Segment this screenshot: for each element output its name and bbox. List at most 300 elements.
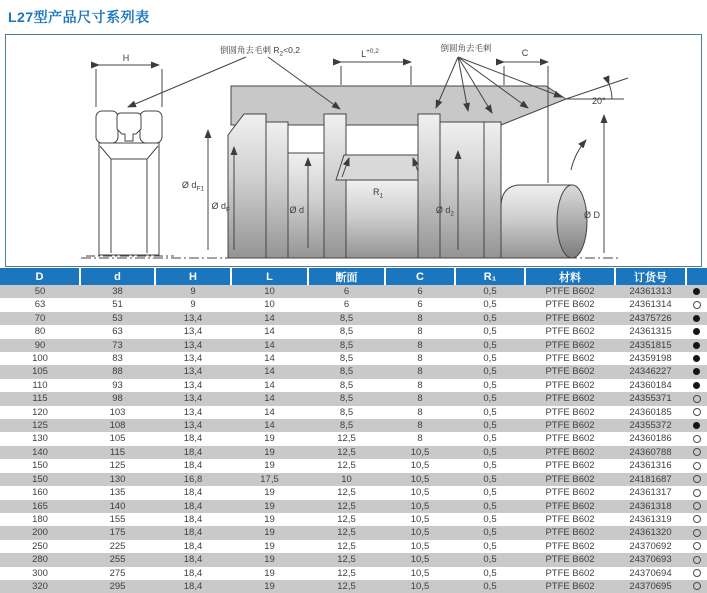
open-circle-icon — [693, 556, 701, 564]
table-cell: 19 — [264, 567, 275, 579]
table-cell: 18,4 — [183, 580, 203, 592]
table-cell: 24360186 — [629, 433, 672, 445]
table-cell: 108 — [109, 420, 126, 432]
table-cell: 0,5 — [483, 567, 497, 579]
availability-cell — [686, 580, 707, 593]
table-cell: 130 — [109, 473, 126, 485]
table-cell: 0,5 — [483, 473, 497, 485]
table-cell: PTFE B602 — [545, 446, 595, 458]
table-cell: 24370693 — [629, 554, 672, 566]
table-cell: 18,4 — [183, 527, 203, 539]
seal-cross-section-diagram — [6, 35, 701, 266]
column-header: H — [155, 268, 231, 285]
table-cell: 105 — [109, 433, 126, 445]
table-cell: 275 — [109, 567, 126, 579]
table-cell: 24370692 — [629, 540, 672, 552]
table-cell: 180 — [32, 513, 48, 525]
open-circle-icon — [693, 502, 701, 510]
open-circle-icon — [693, 582, 701, 590]
table-cell: 53 — [112, 312, 123, 324]
table-cell: 19 — [264, 580, 275, 592]
table-cell: 24375726 — [629, 312, 672, 324]
table-row — [0, 567, 707, 580]
availability-cell — [686, 419, 707, 432]
filled-circle-icon — [693, 342, 700, 349]
table-cell: PTFE B602 — [545, 420, 595, 432]
table-cell: 63 — [112, 326, 123, 338]
table-row — [0, 432, 707, 445]
table-cell: 300 — [32, 567, 48, 579]
table-row — [0, 339, 707, 352]
table-row — [0, 459, 707, 472]
table-cell: PTFE B602 — [545, 353, 595, 365]
table-cell: 13,4 — [183, 393, 203, 405]
availability-cell — [686, 379, 707, 392]
table-cell: 24361315 — [629, 326, 672, 338]
table-cell: 0,5 — [483, 446, 497, 458]
table-cell: 10,5 — [410, 527, 430, 539]
table-cell: 10,5 — [410, 567, 430, 579]
table-cell: 255 — [109, 554, 126, 566]
table-cell: PTFE B602 — [545, 406, 595, 418]
availability-cell — [686, 446, 707, 459]
table-cell: 98 — [112, 393, 123, 405]
table-cell: 13,4 — [183, 406, 203, 418]
table-cell: 155 — [109, 513, 126, 525]
table-cell: 12,5 — [337, 567, 356, 579]
open-circle-icon — [693, 515, 701, 523]
availability-cell — [686, 325, 707, 338]
table-cell: 24361313 — [629, 286, 672, 297]
dim-label-l: $L^{+0,2}$ — [361, 48, 379, 59]
column-header: D — [0, 268, 80, 285]
table-row — [0, 580, 707, 593]
table-cell: 24361314 — [629, 299, 672, 311]
table-cell: 18,4 — [183, 446, 203, 458]
open-circle-icon — [693, 569, 701, 577]
table-cell: 14 — [264, 406, 275, 418]
column-header: C — [385, 268, 455, 285]
table-cell: 14 — [264, 339, 275, 351]
table-cell: 0,5 — [483, 393, 497, 405]
angle-label: 20° — [592, 96, 606, 106]
table-cell: 105 — [32, 366, 48, 378]
table-cell: PTFE B602 — [545, 460, 595, 472]
page-title: L27型产品尺寸系列表 — [8, 9, 150, 25]
table-cell: 14 — [264, 312, 275, 324]
table-cell: 24360185 — [629, 406, 672, 418]
table-cell: 8,5 — [339, 420, 354, 432]
availability-cell — [686, 432, 707, 445]
open-circle-icon — [693, 448, 701, 456]
table-cell: 0,5 — [483, 500, 497, 512]
table-cell: 0,5 — [483, 487, 497, 499]
table-cell: 13,4 — [183, 366, 203, 378]
availability-cell — [686, 312, 707, 325]
table-cell: 135 — [109, 487, 126, 499]
table-cell: 140 — [32, 446, 48, 458]
filled-circle-icon — [693, 422, 700, 429]
table-cell: 12,5 — [337, 580, 356, 592]
deburr-left-label: 倒圆角去毛刺 $R_2<0,2$ — [220, 45, 300, 58]
table-cell: 8 — [417, 433, 423, 445]
table-cell: 320 — [32, 580, 48, 592]
table-row — [0, 325, 707, 338]
table-cell: 9 — [190, 299, 196, 311]
table-row — [0, 352, 707, 365]
table-cell: 10,5 — [410, 580, 430, 592]
table-cell: 13,4 — [183, 379, 203, 391]
table-cell: PTFE B602 — [545, 339, 595, 351]
table-cell: 8,5 — [339, 379, 354, 391]
table-cell: 120 — [32, 406, 48, 418]
availability-cell — [686, 567, 707, 580]
seal-profile-view — [32, 65, 174, 256]
table-cell: 0,5 — [483, 366, 497, 378]
table-cell: 0,5 — [483, 379, 497, 391]
column-header: d — [80, 268, 155, 285]
table-cell: 13,4 — [183, 420, 203, 432]
table-cell: 24359198 — [629, 353, 672, 365]
availability-cell — [686, 339, 707, 352]
table-cell: 0,5 — [483, 554, 497, 566]
table-cell: 24181687 — [629, 473, 672, 485]
table-cell: PTFE B602 — [545, 580, 595, 592]
table-cell: PTFE B602 — [545, 379, 595, 391]
table-cell: PTFE B602 — [545, 286, 595, 297]
table-header-row — [0, 268, 707, 285]
availability-cell — [686, 365, 707, 378]
table-cell: 8,5 — [339, 353, 354, 365]
open-circle-icon — [693, 435, 701, 443]
table-cell: 0,5 — [483, 339, 497, 351]
table-row — [0, 392, 707, 405]
availability-cell — [686, 352, 707, 365]
table-cell: 19 — [264, 540, 275, 552]
table-cell: 8,5 — [339, 312, 354, 324]
assembly-view — [81, 78, 628, 258]
table-row — [0, 406, 707, 419]
table-cell: 8,5 — [339, 366, 354, 378]
column-header: 断面 — [308, 268, 385, 285]
table-cell: 280 — [32, 554, 48, 566]
table-cell: PTFE B602 — [545, 527, 595, 539]
table-cell: 0,5 — [483, 299, 497, 311]
table-cell: 115 — [32, 393, 48, 405]
table-cell: 17,5 — [260, 473, 279, 485]
availability-cell — [686, 392, 707, 405]
table-cell: 18,4 — [183, 433, 203, 445]
table-cell: 18,4 — [183, 513, 203, 525]
table-cell: 0,5 — [483, 580, 497, 592]
table-cell: PTFE B602 — [545, 299, 595, 311]
table-cell: 8 — [417, 393, 423, 405]
table-cell: 0,5 — [483, 527, 497, 539]
table-cell: 24351815 — [629, 339, 672, 351]
open-circle-icon — [693, 301, 701, 309]
table-cell: 19 — [264, 554, 275, 566]
table-cell: 90 — [34, 339, 46, 351]
table-cell: 38 — [112, 286, 123, 297]
availability-cell — [686, 553, 707, 566]
table-cell: PTFE B602 — [545, 326, 595, 338]
table-cell: 93 — [112, 379, 123, 391]
table-row — [0, 513, 707, 526]
table-cell: 19 — [264, 500, 275, 512]
table-cell: 0,5 — [483, 513, 497, 525]
table-cell: 16,8 — [183, 473, 203, 485]
filled-circle-icon — [693, 288, 700, 295]
table-row — [0, 553, 707, 566]
table-row — [0, 473, 707, 486]
table-cell: 175 — [109, 527, 126, 539]
table-cell: 14 — [264, 353, 275, 365]
open-circle-icon — [693, 408, 701, 416]
table-cell: PTFE B602 — [545, 487, 595, 499]
table-cell: 10,5 — [410, 500, 430, 512]
table-cell: 24346227 — [629, 366, 672, 378]
table-cell: 0,5 — [483, 286, 497, 297]
table-cell: 19 — [264, 446, 275, 458]
table-cell: 12,5 — [337, 446, 356, 458]
table-cell: PTFE B602 — [545, 513, 595, 525]
table-cell: 24370694 — [629, 567, 672, 579]
table-cell: 8,5 — [339, 339, 354, 351]
table-cell: 160 — [32, 487, 48, 499]
table-cell: 140 — [109, 500, 126, 512]
table-cell: 19 — [264, 487, 275, 499]
table-cell: 8 — [417, 406, 423, 418]
availability-cell — [686, 459, 707, 472]
table-row — [0, 500, 707, 513]
dim-label-d2: Ø $d_2$ — [435, 205, 454, 218]
table-cell: 10,5 — [410, 487, 430, 499]
table-cell: 51 — [112, 299, 123, 311]
table-cell: 19 — [264, 513, 275, 525]
table-cell: 295 — [109, 580, 126, 592]
table-cell: 103 — [109, 406, 126, 418]
table-cell: 8 — [417, 312, 423, 324]
dimension-table-wrap — [0, 268, 707, 593]
availability-cell — [686, 473, 707, 486]
table-cell: 12,5 — [337, 487, 356, 499]
table-cell: 18,4 — [183, 540, 203, 552]
table-cell: 24361319 — [629, 513, 672, 525]
table-cell: 100 — [32, 353, 48, 365]
table-cell: 18,4 — [183, 567, 203, 579]
table-cell: 10 — [264, 286, 275, 297]
table-cell: 24360788 — [629, 446, 672, 458]
table-cell: 130 — [32, 433, 48, 445]
availability-cell — [686, 540, 707, 553]
table-cell: 14 — [264, 420, 275, 432]
table-cell: PTFE B602 — [545, 393, 595, 405]
table-row — [0, 419, 707, 432]
table-cell: 6 — [417, 286, 423, 297]
table-cell: 250 — [32, 540, 48, 552]
table-cell: 9 — [190, 286, 196, 297]
table-cell: 12,5 — [337, 554, 356, 566]
table-cell: 8 — [417, 326, 423, 338]
table-cell: 18,4 — [183, 500, 203, 512]
table-cell: 0,5 — [483, 420, 497, 432]
deburr-right-label: 倒圆角去毛刺 — [440, 43, 492, 53]
table-cell: 83 — [112, 353, 123, 365]
availability-cell — [686, 285, 707, 298]
table-cell: 115 — [109, 446, 126, 458]
availability-cell — [686, 486, 707, 499]
table-cell: 12,5 — [337, 540, 356, 552]
table-cell: 19 — [264, 527, 275, 539]
table-cell: PTFE B602 — [545, 540, 595, 552]
column-header: L — [231, 268, 308, 285]
availability-cell — [686, 513, 707, 526]
table-cell: 0,5 — [483, 460, 497, 472]
table-cell: 12,5 — [337, 500, 356, 512]
filled-circle-icon — [693, 328, 700, 335]
table-cell: PTFE B602 — [545, 567, 595, 579]
table-cell: 165 — [32, 500, 48, 512]
table-cell: 10,5 — [410, 473, 430, 485]
table-cell: 19 — [264, 460, 275, 472]
table-cell: PTFE B602 — [545, 500, 595, 512]
table-cell: 18,4 — [183, 487, 203, 499]
table-cell: 12,5 — [337, 527, 356, 539]
table-row — [0, 486, 707, 499]
availability-cell — [686, 406, 707, 419]
table-cell: 12,5 — [337, 513, 356, 525]
table-cell: 125 — [32, 420, 48, 432]
table-cell: 150 — [32, 460, 48, 472]
filled-circle-icon — [693, 355, 700, 362]
table-cell: 80 — [34, 326, 46, 338]
open-circle-icon — [693, 542, 701, 550]
table-cell: 8 — [417, 366, 423, 378]
table-row — [0, 365, 707, 378]
table-cell: 13,4 — [183, 326, 203, 338]
table-cell: 8 — [417, 353, 423, 365]
table-cell: 12,5 — [337, 460, 356, 472]
dim-label-big-d: Ø D — [583, 210, 600, 220]
table-cell: PTFE B602 — [545, 473, 595, 485]
table-row — [0, 446, 707, 459]
table-cell: 10,5 — [410, 460, 430, 472]
table-cell: 70 — [34, 312, 46, 324]
table-cell: 24370695 — [629, 580, 672, 592]
filled-circle-icon — [693, 315, 700, 322]
dim-label-df: Ø $d_F$ — [211, 201, 230, 214]
table-cell: 6 — [417, 299, 423, 311]
table-cell: 10 — [264, 299, 275, 311]
dim-label-h: H — [122, 53, 130, 63]
table-cell: 14 — [264, 366, 275, 378]
table-cell: 10,5 — [410, 446, 430, 458]
table-cell: 24355371 — [629, 393, 672, 405]
table-row — [0, 526, 707, 539]
open-circle-icon — [693, 475, 701, 483]
table-cell: PTFE B602 — [545, 554, 595, 566]
open-circle-icon — [693, 489, 701, 497]
table-body — [0, 285, 707, 593]
table-cell: 6 — [343, 299, 350, 311]
availability-cell — [686, 500, 707, 513]
table-cell: 225 — [109, 540, 126, 552]
table-row — [0, 540, 707, 553]
table-cell: 13,4 — [183, 339, 203, 351]
technical-drawing — [5, 34, 702, 267]
column-header — [686, 268, 707, 285]
table-cell: 63 — [34, 299, 46, 311]
table-cell: 73 — [112, 339, 123, 351]
table-cell: 10,5 — [410, 513, 430, 525]
dim-label-c: C — [521, 48, 529, 58]
dim-label-r1: $R_1$ — [372, 187, 384, 200]
table-cell: 150 — [32, 473, 48, 485]
open-circle-icon — [693, 529, 701, 537]
dimension-table — [0, 268, 707, 593]
table-cell: 13,4 — [183, 353, 203, 365]
table-cell: 0,5 — [483, 312, 497, 324]
table-row — [0, 298, 707, 311]
table-cell: 50 — [34, 286, 46, 297]
table-cell: 24355372 — [629, 420, 672, 432]
table-cell: 14 — [264, 379, 275, 391]
table-cell: 19 — [264, 433, 275, 445]
open-circle-icon — [693, 462, 701, 470]
table-row — [0, 285, 707, 298]
dim-label-d: Ø d — [289, 205, 304, 215]
table-cell: 125 — [109, 460, 126, 472]
table-row — [0, 312, 707, 325]
availability-cell — [686, 298, 707, 311]
table-cell: 14 — [264, 393, 275, 405]
table-cell: 8,5 — [339, 393, 354, 405]
table-cell: 10,5 — [410, 554, 430, 566]
table-cell: 12,5 — [337, 433, 356, 445]
table-cell: 24361316 — [629, 460, 672, 472]
table-cell: 8 — [417, 420, 423, 432]
availability-cell — [686, 526, 707, 539]
table-cell: 10 — [341, 473, 352, 485]
table-cell: 8 — [417, 339, 423, 351]
table-cell: 8,5 — [339, 326, 354, 338]
table-cell: 18,4 — [183, 460, 203, 472]
filled-circle-icon — [693, 368, 700, 375]
table-cell: 0,5 — [483, 433, 497, 445]
table-cell: 24361320 — [629, 527, 672, 539]
table-row — [0, 379, 707, 392]
table-cell: 14 — [264, 326, 275, 338]
table-cell: 200 — [32, 527, 48, 539]
table-cell: PTFE B602 — [545, 366, 595, 378]
table-cell: 24361317 — [629, 487, 672, 499]
table-cell: 24360184 — [629, 379, 672, 391]
table-cell: 24361318 — [629, 500, 672, 512]
column-header: R₁ — [455, 268, 525, 285]
table-cell: 0,5 — [483, 540, 497, 552]
column-header: 材料 — [525, 268, 615, 285]
column-header: 订货号 — [615, 268, 686, 285]
table-cell: 0,5 — [483, 326, 497, 338]
table-cell: PTFE B602 — [545, 312, 595, 324]
table-cell: 6 — [343, 286, 350, 297]
table-cell: 18,4 — [183, 554, 203, 566]
dim-label-df1: Ø $d_{F1}$ — [181, 180, 204, 193]
table-cell: PTFE B602 — [545, 433, 595, 445]
table-cell: 13,4 — [183, 312, 203, 324]
table-cell: 10,5 — [410, 540, 430, 552]
table-cell: 8,5 — [339, 406, 354, 418]
